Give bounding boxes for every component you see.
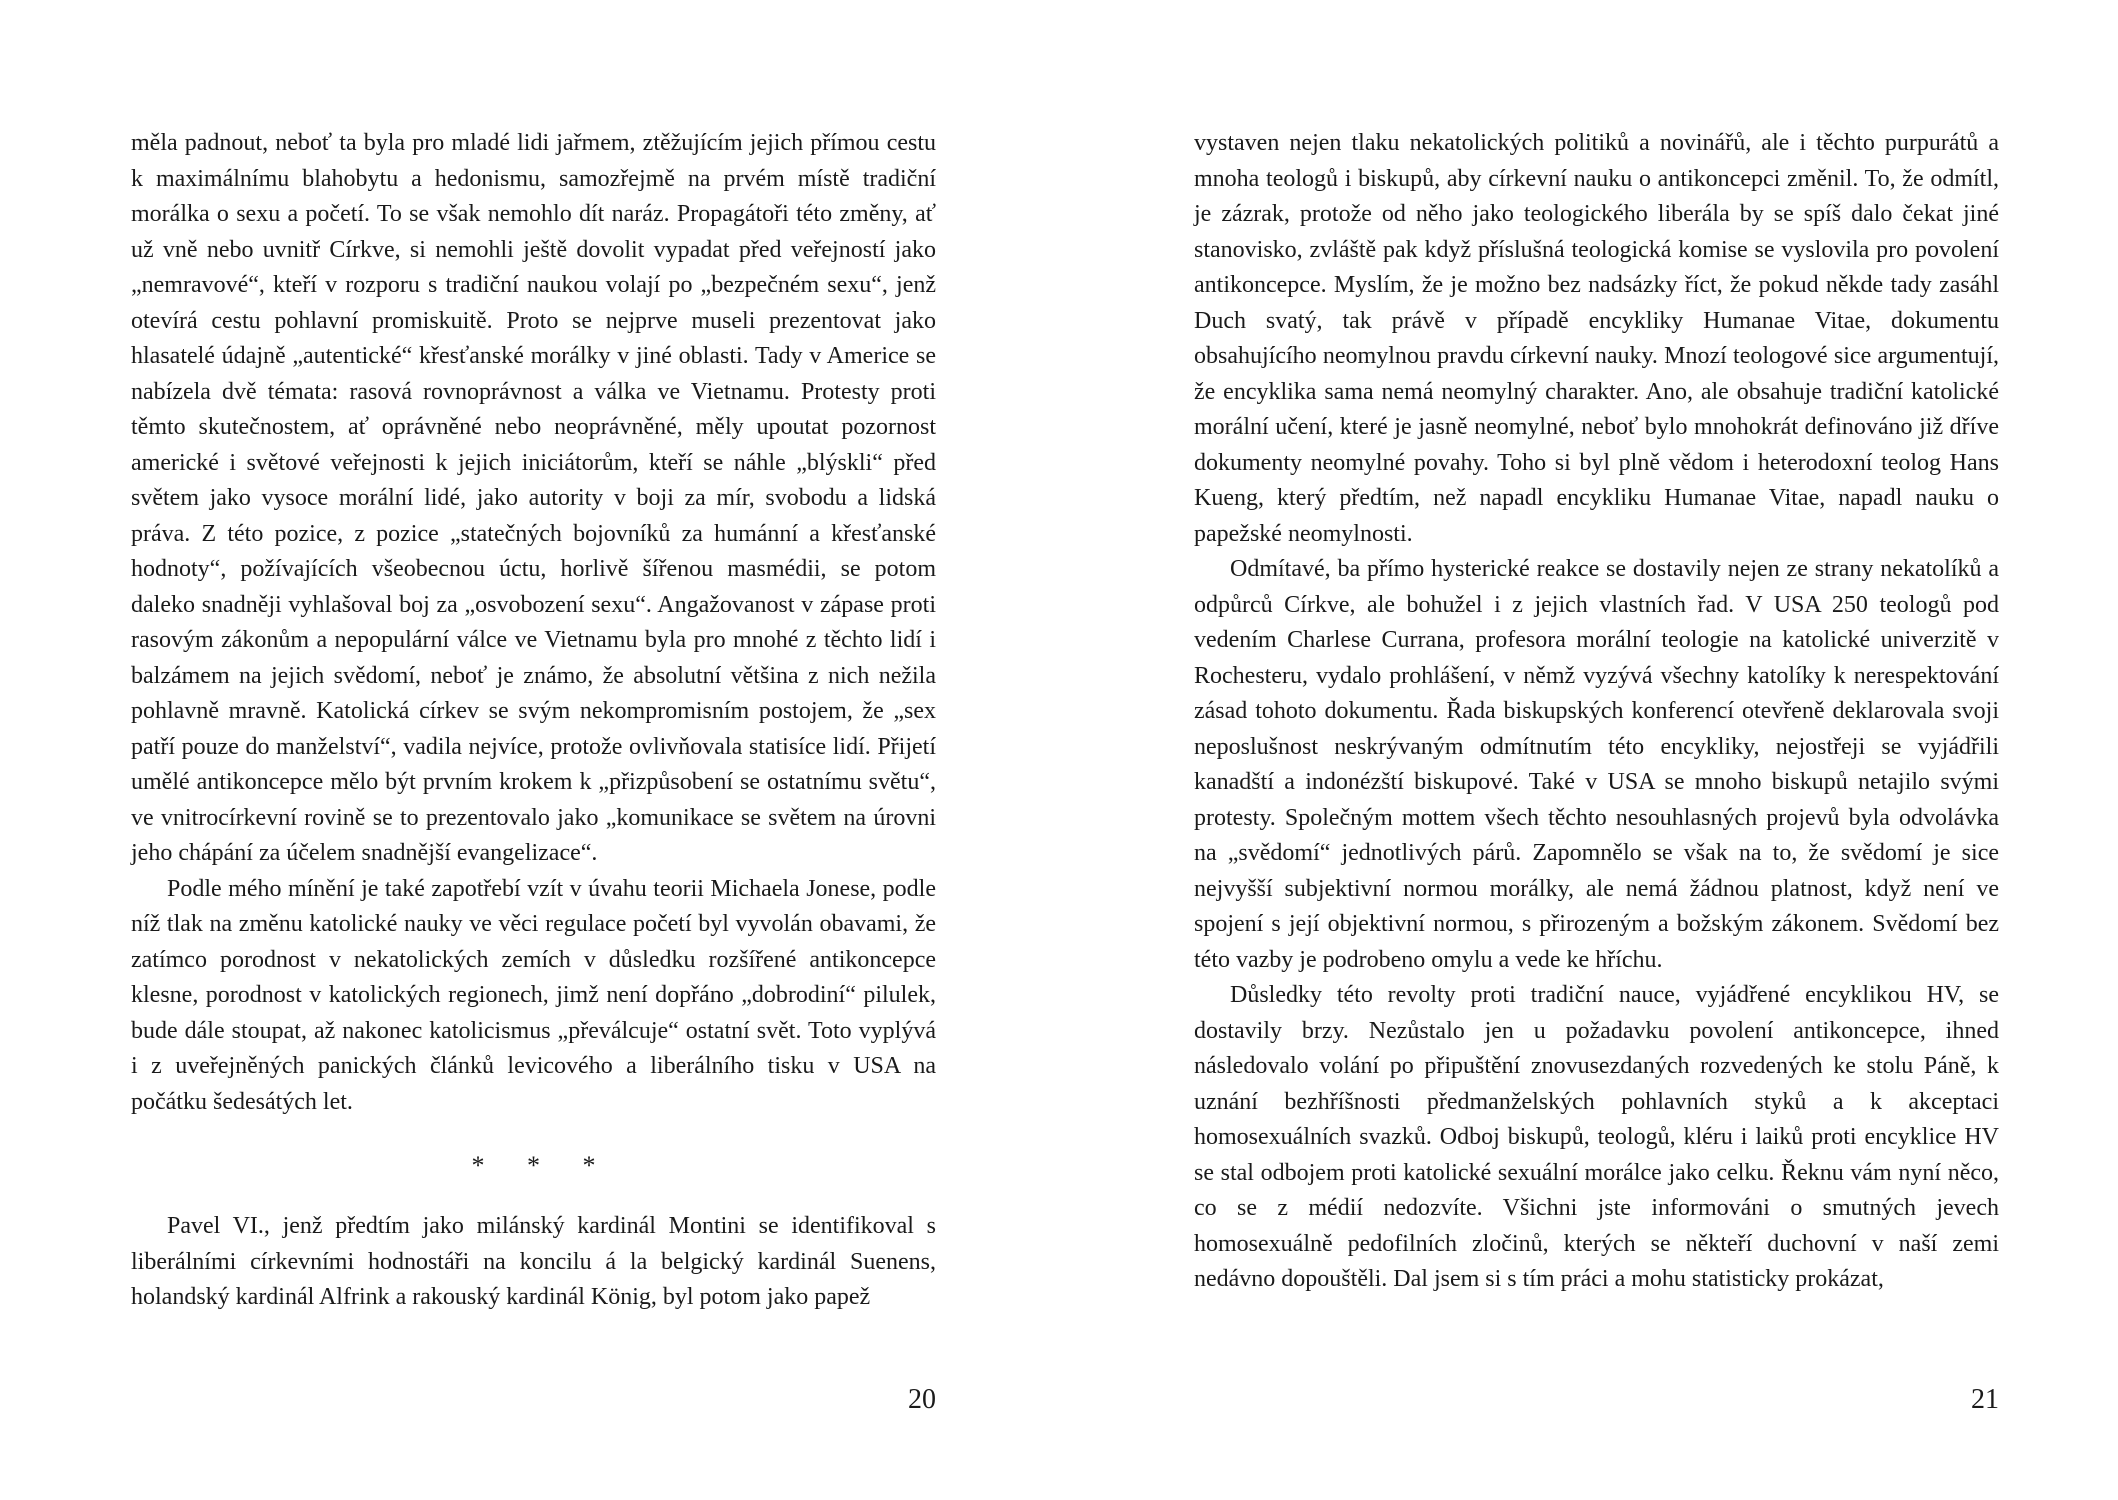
right-paragraph-2: Odmítavé, ba přímo hysterické reakce se dostavily nejen ze strany nekatolíků a odpůrců Církve, ale bohužel i z jejich vlastních řad. V USA 250 teologů pod vedením Charlese Currana, profesora morální teologie na katolické univerzitě v Rochesteru, vydalo prohlášení, v němž vyzývá všechny katolíky k nerespektování zásad tohoto dokumentu. Řada biskupských konferencí otevřeně deklarovala svoji neposlušnost neskrývaným odmítnutím této encykliky, nejostřeji se vyjádřili kanadští a indonézští biskupové. Také v USA se mnoho biskupů netajilo svými protesty. Společným mottem všech těchto nesouhlasných projevů byla odvolávka na „svědomí“ jednotlivých párů. Zapomnělo se však na to, že svědomí je sice nejvyšší subjektivní normou morálky, ale nemá žádnou platnost, když není ve spojení s její objektivní normou, s přirozeným a božským zákonem. Svědomí bez této vazby je podrobeno omylu a vede ke hříchu.: [1194, 556, 1999, 973]
right-paragraph-1: vystaven nejen tlaku nekatolických politiků a novinářů, ale i těchto purpurátů a mnoha teologů i biskupů, aby církevní nauku o antikoncepci změnil. To, že odmítl, je zázrak, protože od něho jako teologického liberála by se spíš dalo čekat jiné stanovisko, zvláště pak když příslušná teologická komise se vyslovila pro povolení antikoncepce. Myslím, že je možno bez nadsázky říct, že pokud někde tady zasáhl Duch svatý, tak právě v případě encykliky Humanae Vitae, dokumentu obsahujícího neomylnou pravdu církevní nauky. Mnozí teologové sice argumentují, že encyklika sama nemá neomylný charakter. Ano, ale obsahuje tradiční katolické morální učení, které je jasně neomylné, neboť bylo mnohokrát definováno již dříve dokumenty neomylné povahy. Toho si byl plně vědom i heterodoxní teolog Hans Kueng, který předtím, než napadl encykliku Humanae Vitae, napadl nauku o papežské neomylnosti.: [1194, 130, 1999, 547]
page-number-left: 20: [908, 1384, 936, 1415]
left-paragraph-1: měla padnout, neboť ta byla pro mladé lidi jařmem, ztěžujícím jejich přímou cestu k maximálnímu blahobytu a hedonismu, samozřejmě na prvém místě tradiční morálka o sexu a početí. To se však nemohlo dít naráz. Propagátoři této změny, ať už vně nebo uvnitř Církve, si nemohli ještě dovolit vypadat před veřejností jako „nemravové“, kteří v rozporu s tradiční naukou volají po „bezpečném sexu“, jenž otevírá cestu pohlavní promiskuitě. Proto se nejprve museli prezentovat jako hlasatelé údajně „autentické“ křesťanské morálky v jiné oblasti. Tady v Americe se nabízela dvě témata: rasová rovnoprávnost a válka ve Vietnamu. Protesty proti těmto skutečnostem, ať oprávněné nebo neoprávněné, měly upoutat pozornost americké i světové veřejnosti k jejich iniciátorům, kteří se náhle „blýskli“ před světem jako vysoce morální lidé, jako autority v boji za mír, svobodu a lidská práva. Z této pozice, z pozice „statečných bojovníků za humánní a křesťanské hodnoty“, požívajících všeobecnou úctu, horlivě šířenou masmédii, se potom daleko snadněji vyhlašoval boj za „osvobození sexu“. Angažovanost v zápase proti rasovým zákonům a nepopulární válce ve Vietnamu byla pro mnohé z těchto lidí i balzámem na jejich svědomí, neboť je známo, že absolutní většina z nich nežila pohlavně mravně. Katolická církev se svým nekompromisním postojem, že „sex patří pouze do manželství“, vadila nejvíce, protože ovlivňovala statisíce lidí. Přijetí umělé antikoncepce mělo být prvním krokem k „přizpůsobení se ostatnímu světu“, ve vnitrocírkevní rovině se to prezentovalo jako „komunikace se světem na úrovni jeho chápání za účelem snadnější evangelizace“.: [131, 130, 936, 866]
left-paragraph-2: Podle mého mínění je také zapotřebí vzít v úvahu teorii Michaela Jonese, podle níž tlak na změnu katolické nauky ve věci regulace početí byl vyvolán obavami, že zatímco porodnost v nekatolických zemích v důsledku rozšířené antikoncepce klesne, porodnost v katolických regionech, jimž není dopřáno „dobrodiní“ pilulek, bude dále stoupat, až nakonec katolicismus „převálcuje“ ostatní svět. Toto vyplývá i z uveřejněných panických článků levicového a liberálního tisku v USA na počátku šedesátých let.: [131, 875, 936, 1115]
section-separator: * * *: [471, 1151, 614, 1180]
left-paragraph-3: Pavel VI., jenž předtím jako milánský kardinál Montini se identifikoval s liberálními církevními hodnostáři na koncilu á la belgický kardinál Suenens, holandský kardinál Alfrink a rakouský kardinál König, byl potom jako papež: [131, 1213, 936, 1310]
right-page: [1194, 126, 1999, 1426]
left-page: [131, 126, 936, 1426]
page-number-right: 21: [1971, 1384, 1999, 1415]
right-paragraph-3: Důsledky této revolty proti tradiční nauce, vyjádřené encyklikou HV, se dostavily brzy. Nezůstalo jen u požadavku povolení antikoncepce, ihned následovalo volání po připuštění znovusezdaných rozvedených ke stolu Páně, k uznání bezhříšnosti předmanželských pohlavních styků a k akceptaci homosexuálních svazků. Odboj biskupů, teologů, kléru i laiků proti encyklice HV se stal odbojem proti katolické sexuální morálce jako celku. Řeknu vám nyní něco, co se z médií nedozvíte. Všichni jste informováni o smutných jevech homosexuálně pedofilních zločinů, kterých se někteří duchovní v naší zemi nedávno dopouštěli. Dal jsem si s tím práci a mohu statisticky prokázat,: [1194, 982, 1999, 1292]
